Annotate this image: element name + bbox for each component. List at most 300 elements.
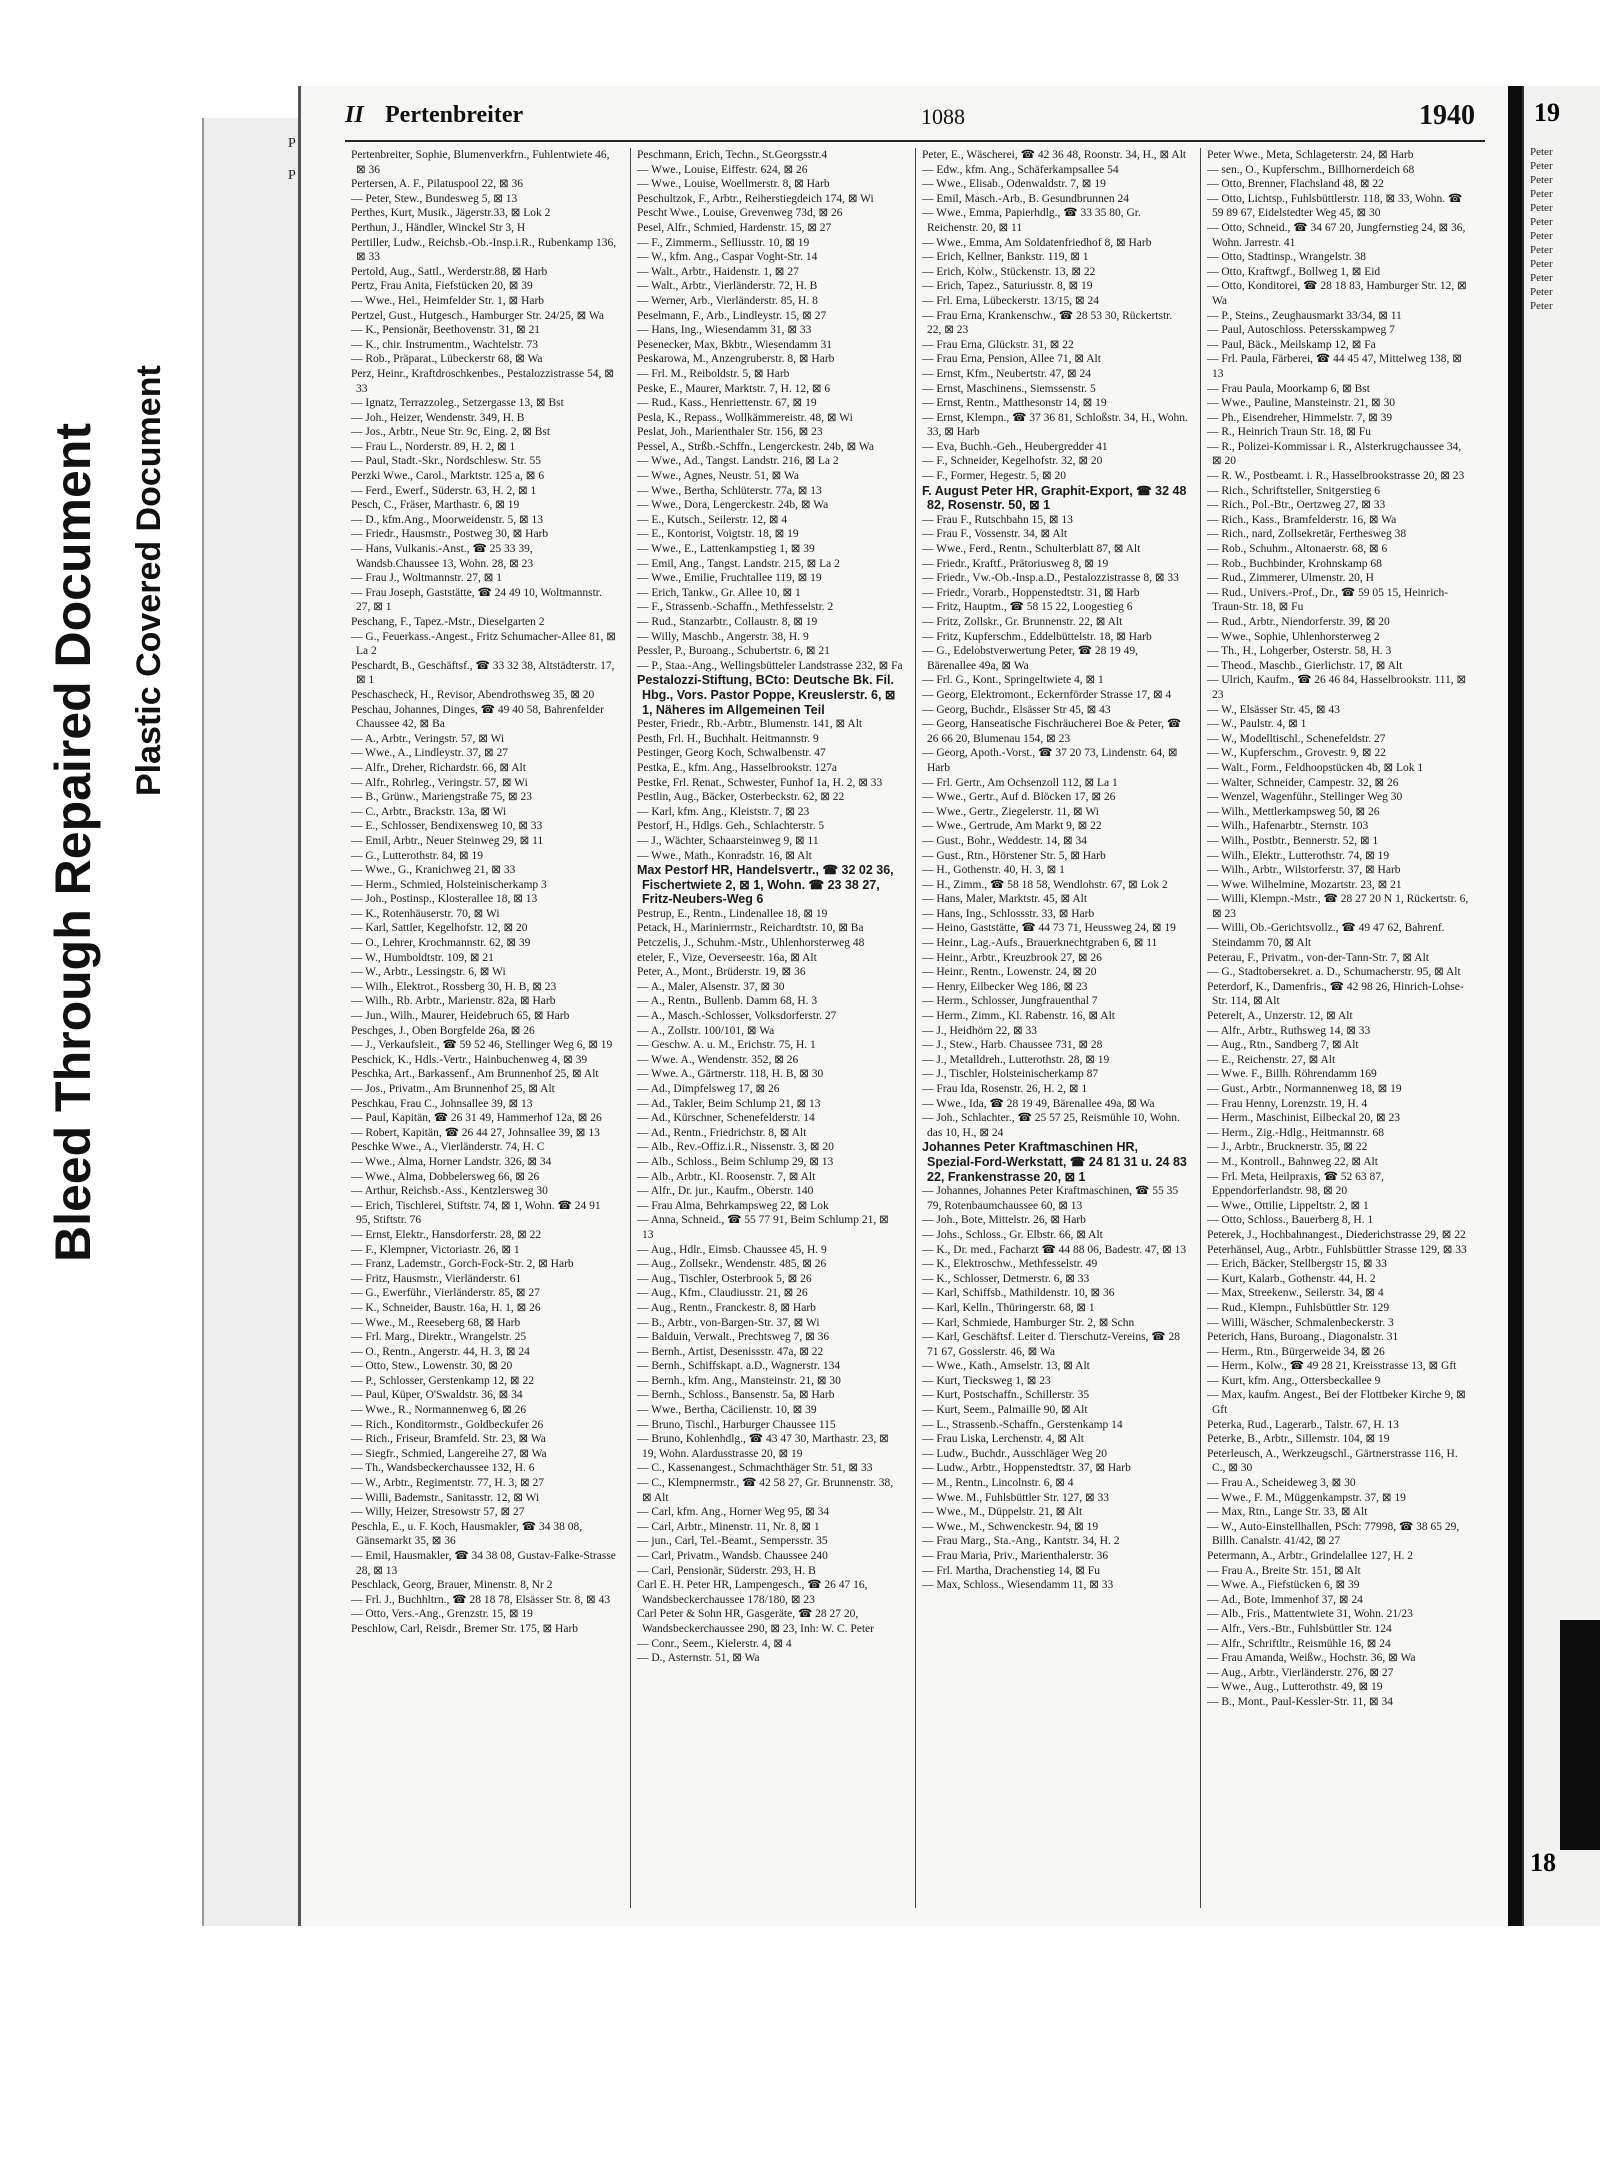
- directory-entry: — B., Arbtr., von-Bargen-Str. 37, ⊠ Wi: [637, 1316, 820, 1329]
- directory-entry: — Hans, Ing., Schlossstr. 33, ⊠ Harb: [922, 907, 1095, 920]
- directory-entry: — W., Elsässer Str. 45, ⊠ 43: [1207, 703, 1340, 716]
- directory-entry: — Paul, Stadt.-Skr., Nordschlesw. Str. 55: [351, 455, 541, 468]
- directory-entry: — F., Klempner, Victoriastr. 26, ⊠ 1: [351, 1243, 520, 1256]
- directory-entry: — G., Edelobstverwertung Peter, ☎ 28 19 49, Bärenallee 49a, ⊠ Wa: [922, 645, 1139, 672]
- directory-entry: Petermann, A., Arbtr., Grindelallee 127, H. 2: [1207, 1550, 1414, 1562]
- directory-entry: Peterke, B., Arbtr., Sillemstr. 104, ⊠ 19: [1207, 1433, 1390, 1446]
- directory-entry: Peschau, Johannes, Dinges, ☎ 49 40 58, Bahrenfelder Chaussee 42, ⊠ Ba: [351, 703, 604, 731]
- directory-entry: Peske, E., Maurer, Marktstr. 7, H. 12, ⊠ 6: [637, 382, 831, 395]
- directory-entry: — K., Rotenhäuserstr. 70, ⊠ Wi: [351, 907, 500, 920]
- directory-entry: — G., Lutterothstr. 84, ⊠ 19: [351, 849, 483, 862]
- directory-entry: — Otto, Schneid., ☎ 34 67 20, Jungfernstieg 24, ⊠ 36, Wohn. Jarrestr. 41: [1207, 221, 1466, 249]
- next-page-entry-fragment: Peter: [1530, 258, 1553, 270]
- page-header: [345, 100, 1485, 142]
- next-page-entry-fragment: Peter: [1530, 202, 1553, 214]
- directory-entry: Pestorf, H., Hdlgs. Geh., Schlachterstr. 5: [637, 820, 825, 833]
- directory-entry: — Frl. Marg., Direktr., Wrangelstr. 25: [351, 1331, 527, 1344]
- directory-entry: — F., Former, Hegestr. 5, ⊠ 20: [922, 470, 1067, 483]
- directory-entry: — Jun., Wilh., Maurer, Heidebruch 65, ⊠ Harb: [351, 1010, 570, 1023]
- directory-entry: Pesth, Frl. H., Buchhalt. Heitmannstr. 9: [637, 732, 819, 745]
- directory-entry: — sen., O., Kupferschm., Billhornerdeich 68: [1207, 163, 1415, 176]
- directory-entry: — Ernst, Maschinens., Siemssenstr. 5: [922, 382, 1096, 395]
- directory-entry: Max Pestorf HR, Handelsvertr., ☎ 32 02 36, Fischertwiete 2, ⊠ 1, Wohn. ☎ 23 38 27, Fritz-Neubers-Weg 6: [637, 863, 894, 907]
- directory-entry: — Frau Alma, Behrkampsweg 22, ⊠ Lok: [637, 1199, 829, 1212]
- directory-entry: — Frl. J., Buchhltrn., ☎ 28 18 78, Elsässer Str. 8, ⊠ 43: [351, 1593, 611, 1606]
- directory-entry: — Ernst, Rentn., Matthesonstr 14, ⊠ 19: [922, 397, 1107, 410]
- directory-entry: — Wwe., Aug., Lutterothstr. 49, ⊠ 19: [1207, 1681, 1383, 1694]
- directory-entry: Peterich, Hans, Buroang., Diagonalstr. 31: [1207, 1331, 1399, 1344]
- directory-entry: — Ad., Dimpfelsweg 17, ⊠ 26: [637, 1083, 780, 1095]
- directory-entry: — Wwe., G., Kranichweg 21, ⊠ 33: [351, 864, 516, 877]
- directory-entry: — Wwe., Sophie, Uhlenhorsterweg 2: [1207, 630, 1380, 643]
- directory-entry: — W., Arbtr., Regimentstr. 77, H. 3, ⊠ 27: [351, 1477, 545, 1490]
- next-page-entry-fragment: Peter: [1530, 174, 1553, 186]
- directory-entry: — D., kfm.Ang., Moorweidenstr. 5, ⊠ 13: [351, 513, 544, 526]
- directory-entry: — Ludw., Arbtr., Hoppenstedtstr. 37, ⊠ Harb: [922, 1462, 1131, 1475]
- directory-entry: — Wwe., Alma, Dobbelersweg 66, ⊠ 26: [351, 1170, 540, 1183]
- directory-entry: — W., Paulstr. 4, ⊠ 1: [1207, 718, 1307, 731]
- directory-entry: — M., Kontroll., Bahnweg 22, ⊠ Alt: [1207, 1155, 1378, 1168]
- directory-entry: Pertzel, Gust., Hutgesch., Hamburger Str. 24/25, ⊠ Wa: [351, 309, 604, 322]
- directory-entry: — Frl. Gertr., Am Ochsenzoll 112, ⊠ La 1: [922, 776, 1118, 789]
- directory-entry: — Frau Joseph, Gaststätte, ☎ 24 49 10, Woltmannstr. 27, ⊠ 1: [351, 586, 602, 614]
- directory-page: [298, 86, 1525, 1926]
- next-page-entry-fragment: Peter: [1530, 244, 1553, 256]
- directory-entry: — Willi, Ob.-Gerichtsvollz., ☎ 49 47 62, Bahrenf. Steindamm 70, ⊠ Alt: [1207, 922, 1445, 950]
- directory-entry: Peschges, J., Oben Borgfelde 26a, ⊠ 26: [351, 1024, 535, 1037]
- directory-entry: — Willi, Wäscher, Schmalenbeckerstr. 3: [1207, 1316, 1394, 1329]
- directory-entry: — G., Stadtobersekret. a. D., Schumacherstr. 95, ⊠ Alt: [1207, 966, 1461, 979]
- directory-entry: — Rob., Buchbinder, Krohnskamp 68: [1207, 557, 1382, 570]
- directory-entry: — Edw., kfm. Ang., Schäferkampsallee 54: [922, 163, 1119, 176]
- directory-entry: Perz, Heinr., Kraftdroschkenbes., Pestalozzistrasse 54, ⊠ 33: [351, 367, 614, 395]
- directory-entry: Peschascheck, H., Revisor, Abendrothsweg 35, ⊠ 20: [351, 688, 595, 701]
- directory-entry: — Willy, Heizer, Stresowstr 57, ⊠ 27: [351, 1506, 525, 1519]
- directory-entry: Peschultzok, F., Arbtr., Reiherstiegdeich 174, ⊠ Wi: [637, 192, 874, 205]
- directory-entry: — Max, Rtn., Lange Str. 33, ⊠ Alt: [1207, 1506, 1368, 1519]
- directory-entry: — Alb., Arbtr., Kl. Roosenstr. 7, ⊠ Alt: [637, 1170, 816, 1183]
- directory-entry: F. August Peter HR, Graphit-Export, ☎ 32 48 82, Rosenstr. 50, ⊠ 1: [922, 483, 1187, 513]
- directory-entry: — Frau L., Norderstr. 89, H. 2, ⊠ 1: [351, 440, 516, 453]
- directory-entry: Peterelt, A., Unzerstr. 12, ⊠ Alt: [1207, 1010, 1353, 1023]
- directory-entry: — Alfr., Rohrleg., Veringstr. 57, ⊠ Wi: [351, 776, 528, 789]
- directory-entry: — Friedr., Vorarb., Hoppenstedtstr. 31, ⊠ Harb: [922, 586, 1140, 599]
- directory-entry: — Ferd., Ewerf., Süderstr. 63, H. 2, ⊠ 1: [351, 484, 537, 497]
- directory-entry: — Willy, Maschb., Angerstr. 38, H. 9: [637, 630, 809, 643]
- directory-entry: — Georg, Hanseatische Fischräucherei Boe & Peter, ☎ 26 66 20, Blumenau 154, ⊠ 23: [922, 718, 1182, 745]
- directory-entry: — Wwe., Ottilie, Lippeltstr. 2, ⊠ 1: [1207, 1199, 1369, 1212]
- directory-entry: — Eva, Buchh.-Geh., Heubergredder 41: [922, 440, 1108, 453]
- directory-entry: — R., Heinrich Traun Str. 18, ⊠ Fu: [1207, 426, 1371, 439]
- directory-entry: — Aug., Rtn., Sandberg 7, ⊠ Alt: [1207, 1039, 1359, 1052]
- directory-entry: — Th., Wandsbeckerchaussee 132, H. 6: [351, 1462, 535, 1475]
- directory-entry: — Karl, Sattler, Kegelhofstr. 12, ⊠ 20: [351, 922, 528, 935]
- edge-letter: P: [288, 168, 296, 183]
- directory-entry: — Walt., Arbtr., Haidenstr. 1, ⊠ 27: [637, 265, 799, 278]
- directory-entry: — C., Kassenangest., Schmachthäger Str. 51, ⊠ 33: [637, 1462, 873, 1475]
- directory-entry: — A., Zollstr. 100/101, ⊠ Wa: [637, 1024, 775, 1037]
- directory-entry: — Frl. Erna, Lübeckerstr. 13/15, ⊠ 24: [922, 294, 1099, 307]
- column-4: [1200, 148, 1477, 1908]
- directory-entry: — Wilh., Mettlerkampsweg 50, ⊠ 26: [1207, 805, 1380, 818]
- directory-entry: — K., Schlosser, Detmerstr. 6, ⊠ 33: [922, 1272, 1090, 1285]
- next-page-entry-fragment: Peter: [1530, 300, 1553, 312]
- directory-entry: Pestrup, E., Rentn., Lindenallee 18, ⊠ 19: [637, 907, 828, 920]
- directory-entry: — Frau Marg., Sta.-Ang., Kantstr. 34, H. 2: [922, 1535, 1120, 1548]
- directory-entry: — Wwe., Louise, Woellmerstr. 8, ⊠ Harb: [637, 178, 830, 191]
- directory-entry: — Wwe., R., Normannenweg 6, ⊠ 26: [351, 1404, 527, 1417]
- next-page-entry-fragment: Peter: [1530, 230, 1553, 242]
- directory-entry: — Frl. Paula, Färberei, ☎ 44 45 47, Mittelweg 138, ⊠ 13: [1207, 353, 1462, 380]
- directory-entry: — J., Heidhörn 22, ⊠ 33: [922, 1024, 1038, 1037]
- directory-entry: — Wwe. A., Fiefstücken 6, ⊠ 39: [1207, 1579, 1360, 1592]
- directory-entry: — Willi, Bademstr., Sanitasstr. 12, ⊠ Wi: [351, 1491, 540, 1504]
- directory-entry: Peschla, E., u. F. Koch, Hausmakler, ☎ 34 38 08, Gänsemarkt 35, ⊠ 36: [351, 1520, 583, 1548]
- directory-entry: — Otto, Konditorei, ☎ 28 18 83, Hamburger Str. 12, ⊠ Wa: [1207, 280, 1467, 307]
- directory-entry: — J., Tischler, Holsteinischerkamp 87: [922, 1068, 1099, 1081]
- directory-entry: — Paul, Bäck., Meilskamp 12, ⊠ Fa: [1207, 338, 1376, 351]
- directory-entry: — Arthur, Reichsb.-Ass., Kentzlersweg 30: [351, 1185, 548, 1198]
- directory-entry: — Wwe., Math., Konradstr. 16, ⊠ Alt: [637, 849, 812, 862]
- directory-entry: Peterleusch, A., Werkzeugschl., Gärtnerstrasse 116, H. C., ⊠ 30: [1207, 1447, 1458, 1475]
- directory-entry: — A., Maler, Alsenstr. 37, ⊠ 30: [637, 980, 785, 993]
- directory-entry: — C., Klempnermstr., ☎ 42 58 27, Gr. Brunnenstr. 38, ⊠ Alt: [637, 1477, 894, 1504]
- directory-entry: Peterau, F., Privatm., von-der-Tann-Str. 7, ⊠ Alt: [1207, 951, 1429, 964]
- directory-entry: — Gust., Arbtr., Normannenweg 18, ⊠ 19: [1207, 1083, 1402, 1095]
- directory-entry: — Heino, Gaststätte, ☎ 44 73 71, Heussweg 24, ⊠ 19: [922, 922, 1176, 935]
- directory-entry: — Johs., Schloss., Gr. Elbstr. 66, ⊠ Alt: [922, 1228, 1103, 1241]
- directory-entry: — Frau Ida, Rosenstr. 26, H. 2, ⊠ 1: [922, 1083, 1088, 1095]
- directory-entry: — Rich., nard, Zollsekretär, Ferthesweg 38: [1207, 528, 1407, 541]
- directory-entry: — Ignatz, Terrazzoleg., Setzergasse 13, ⊠ Bst: [351, 397, 564, 410]
- directory-entry: — Ad., Bote, Immenhof 37, ⊠ 24: [1207, 1593, 1363, 1606]
- directory-entry: — Frau Erna, Krankenschw., ☎ 28 53 30, Rückertstr. 22, ⊠ 23: [922, 309, 1173, 337]
- directory-entry: Peschardt, B., Geschäftsf., ☎ 33 32 38, Altstädterstr. 17, ⊠ 1: [351, 659, 615, 687]
- directory-entry: — Ph., Eisendreher, Himmelstr. 7, ⊠ 39: [1207, 411, 1393, 424]
- directory-entry: — Hans, Vulkanis.-Anst., ☎ 25 33 39, Wandsb.Chaussee 13, Wohn. 28, ⊠ 23: [351, 543, 534, 570]
- directory-entry: — Emil, Ang., Tangst. Landstr. 215, ⊠ La 2: [637, 557, 840, 570]
- scan-binding-shadow: [1508, 86, 1522, 1926]
- directory-entry: — Ad., Takler, Beim Schlump 21, ⊠ 13: [637, 1097, 821, 1110]
- directory-entry: — Rud., Kass., Henriettenstr. 67, ⊠ 19: [637, 397, 817, 410]
- directory-entry: — E., Schlosser, Bendixensweg 10, ⊠ 33: [351, 820, 543, 833]
- column-2: [630, 148, 907, 1908]
- directory-entry: — P., Schlosser, Gerstenkamp 12, ⊠ 22: [351, 1374, 534, 1387]
- directory-entry: Peselmann, F., Arb., Lindleystr. 15, ⊠ 27: [637, 309, 827, 322]
- directory-entry: Pesenecker, Max, Bkbtr., Wiesendamm 31: [637, 338, 832, 351]
- directory-entry: — Erich, Tapez., Saturiusstr. 8, ⊠ 19: [922, 280, 1093, 293]
- directory-entry: — Conr., Seem., Kielerstr. 4, ⊠ 4: [637, 1637, 792, 1650]
- directory-entry: — Frl. Meta, Heilpraxis, ☎ 52 63 87, Eppendorferlandstr. 98, ⊠ 20: [1207, 1170, 1384, 1198]
- directory-entry: Peschick, K., Hdls.-Vertr., Hainbuchenweg 4, ⊠ 39: [351, 1053, 588, 1066]
- directory-entry: — F., Zimmerm., Selliusstr. 10, ⊠ 19: [637, 236, 810, 249]
- directory-entry: — Wwe., M., Reeseberg 68, ⊠ Harb: [351, 1316, 521, 1329]
- directory-entry: — Bernh., Schiffskapt. a.D., Wagnerstr. 134: [637, 1360, 841, 1373]
- directory-entry: — K., Schneider, Baustr. 16a, H. 1, ⊠ 26: [351, 1301, 541, 1314]
- next-page-entry-fragment: Peter: [1530, 160, 1553, 172]
- directory-entry: — Herm., Rtn., Bürgerweide 34, ⊠ 26: [1207, 1345, 1385, 1358]
- directory-entry: — Otto, Kraftwgf., Bollweg 1, ⊠ Eid: [1207, 265, 1381, 278]
- directory-entry: — Rich., Schriftsteller, Snitgerstieg 6: [1207, 484, 1380, 497]
- page-number: 1088: [921, 104, 965, 129]
- directory-entry: — Ludw., Buchdr., Ausschläger Weg 20: [922, 1447, 1107, 1460]
- directory-entry: — Aug., Hdlr., Eimsb. Chaussee 45, H. 9: [637, 1243, 827, 1256]
- directory-entry: — Walter, Schneider, Campestr. 32, ⊠ 26: [1207, 776, 1399, 789]
- directory-entry: — Georg, Apoth.-Vorst., ☎ 37 20 73, Lindenstr. 64, ⊠ Harb: [922, 747, 1178, 774]
- directory-entry: — Frl. G., Kont., Springeltwiete 4, ⊠ 1: [922, 674, 1104, 687]
- directory-entry: — Max, Schloss., Wiesendamm 11, ⊠ 33: [922, 1579, 1114, 1592]
- directory-entry: — G., Ewerführ., Vierländerstr. 85, ⊠ 27: [351, 1287, 540, 1300]
- directory-entry: — Alb., Fris., Mattentwiete 31, Wohn. 21/23: [1207, 1608, 1413, 1621]
- directory-entry: — Herm., Kolw., ☎ 49 28 21, Kreisstrasse 13, ⊠ Gft: [1207, 1360, 1457, 1373]
- directory-entry: Pertersen, A. F., Pilatuspool 22, ⊠ 36: [351, 178, 523, 191]
- directory-entry: — Hans, Maler, Marktstr. 45, ⊠ Alt: [922, 893, 1088, 906]
- directory-entry: — F., Strassenb.-Schaffn., Methfesselstr. 2: [637, 601, 834, 614]
- directory-entry: Peterhänsel, Aug., Arbtr., Fuhlsbüttler Strasse 129, ⊠ 33: [1207, 1243, 1467, 1256]
- directory-entry: — Wwe., Bertha, Schlüterstr. 77a, ⊠ 13: [637, 484, 822, 497]
- directory-entry: — R. W., Postbeamt. i. R., Hasselbrookstrasse 20, ⊠ 23: [1207, 470, 1465, 483]
- directory-entry: — Friedr., Hausmstr., Postweg 30, ⊠ Harb: [351, 528, 549, 541]
- directory-entry: — Theod., Maschb., Gierlichstr. 17, ⊠ Alt: [1207, 659, 1403, 672]
- directory-entry: — Franz, Lademstr., Gorch-Fock-Str. 2, ⊠ Harb: [351, 1258, 574, 1271]
- directory-entry: — Alfr., Dreher, Richardstr. 66, ⊠ Alt: [351, 761, 526, 774]
- directory-entry: — Johannes, Johannes Peter Kraftmaschinen, ☎ 55 35 79, Rotenbaumchaussee 60, ⊠ 13: [922, 1185, 1179, 1212]
- directory-entry: — Wwe., Agnes, Neustr. 51, ⊠ Wa: [637, 470, 799, 483]
- directory-entry: — Herm., Zig.-Hdlg., Heitmannstr. 68: [1207, 1126, 1384, 1139]
- directory-entry: Petczelis, J., Schuhm.-Mstr., Uhlenhorsterweg 48: [637, 937, 865, 950]
- directory-entry: — Emil, Hausmakler, ☎ 34 38 08, Gustav-Falke-Strasse 28, ⊠ 13: [351, 1550, 616, 1577]
- directory-entry: — Wwe., E., Lattenkampstieg 1, ⊠ 39: [637, 543, 815, 556]
- next-page-entry-fragment: Peter: [1530, 286, 1553, 298]
- directory-entry: — Paul, Autoschloss. Petersskampweg 7: [1207, 324, 1395, 337]
- directory-entry: — Carl, Arbtr., Minenstr. 11, Nr. 8, ⊠ 1: [637, 1520, 820, 1533]
- directory-entry: — Herm., Schmied, Holsteinischerkamp 3: [351, 878, 547, 891]
- directory-entry: Pester, Friedr., Rb.-Arbtr., Blumenstr. 141, ⊠ Alt: [637, 718, 863, 731]
- directory-entry: — Willi, Klempn.-Mstr., ☎ 28 27 20 N 1, Rückertstr. 6, ⊠ 23: [1207, 893, 1469, 920]
- directory-entry: — Friedr., Kraftf., Prätoriusweg 8, ⊠ 19: [922, 557, 1109, 570]
- directory-entry: — Kurt, Seem., Palmaille 90, ⊠ Alt: [922, 1404, 1088, 1417]
- directory-entry: — Frau Erna, Glückstr. 31, ⊠ 22: [922, 338, 1074, 351]
- directory-entry: — A., Arbtr., Veringstr. 57, ⊠ Wi: [351, 732, 505, 745]
- directory-entry: — W., Humboldtstr. 109, ⊠ 21: [351, 951, 494, 964]
- directory-entry: — Aug., Rentn., Franckestr. 8, ⊠ Harb: [637, 1301, 816, 1314]
- directory-entry: — J., Stew., Harb. Chaussee 731, ⊠ 28: [922, 1039, 1103, 1052]
- directory-entry: Peterek, J., Hochbahnangest., Diederichstrasse 29, ⊠ 22: [1207, 1228, 1466, 1241]
- directory-entry: — Balduin, Verwalt., Prechtsweg 7, ⊠ 36: [637, 1331, 830, 1344]
- directory-entry: — Wwe., Ad., Tangst. Landstr. 216, ⊠ La 2: [637, 455, 839, 468]
- directory-entry: — Wwe. F., Billh. Röhrendamm 169: [1207, 1068, 1377, 1081]
- directory-entry: — Karl, Schmiede, Hamburger Str. 2, ⊠ Schn: [922, 1316, 1135, 1329]
- directory-entry: Peter, A., Mont., Brüderstr. 19, ⊠ 36: [637, 966, 806, 979]
- column-1: [345, 148, 621, 1908]
- directory-entry: — Frau Henny, Lorenzstr. 19, H. 4: [1207, 1097, 1368, 1110]
- directory-entry: — F., Schneider, Kegelhofstr. 32, ⊠ 20: [922, 455, 1103, 468]
- directory-entry: — Wilh., Elektr., Lutterothstr. 74, ⊠ 19: [1207, 849, 1390, 862]
- directory-entry: Pertenbreiter, Sophie, Blumenverkfrn., Fuhlentwiete 46, ⊠ 36: [351, 149, 610, 176]
- directory-entry: — Wilh., Elektrot., Rossberg 30, H. B, ⊠ 23: [351, 980, 557, 993]
- directory-entry: — Wwe. A., Wendenstr. 352, ⊠ 26: [637, 1053, 799, 1066]
- directory-entry: Carl Peter & Sohn HR, Gasgeräte, ☎ 28 27 20, Wandsbeckerchaussee 290, ⊠ 23, Inh: W. C. Peter: [637, 1608, 874, 1635]
- directory-entry: — Friedr., Vw.-Ob.-Insp.a.D., Pestalozzistrasse 8, ⊠ 33: [922, 572, 1179, 585]
- column-3: [915, 148, 1192, 1908]
- directory-entry: — Heinr., Rentn., Lowenstr. 24, ⊠ 20: [922, 966, 1097, 979]
- scan-edge-black-block: [1560, 1620, 1600, 1850]
- directory-entry: — Geschw. A. u. M., Erichstr. 75, H. 1: [637, 1039, 816, 1052]
- directory-entry: — J., Metalldreh., Lutterothstr. 28, ⊠ 19: [922, 1053, 1110, 1066]
- directory-entry: — Rich., Konditormstr., Goldbeckufer 26: [351, 1418, 544, 1431]
- directory-entry: Peterka, Rud., Lagerarb., Talstr. 67, H. 13: [1207, 1418, 1399, 1431]
- section-number: II: [345, 102, 364, 128]
- directory-entry: — J., Wächter, Schaarsteinweg 9, ⊠ 11: [637, 834, 819, 847]
- directory-entry: — Wwe., F. M., Müggenkampstr. 37, ⊠ 19: [1207, 1491, 1406, 1504]
- directory-entry: — Erich, Kellner, Bankstr. 119, ⊠ 1: [922, 251, 1089, 264]
- next-page-year-fragment: 19: [1534, 98, 1560, 127]
- overlay-label-plastic-covered: Plastic Covered Document: [130, 365, 168, 796]
- directory-entry: — J., Arbtr., Brucknerstr. 35, ⊠ 22: [1207, 1141, 1368, 1154]
- directory-entry: — Carl, Privatm., Wandsb. Chaussee 240: [637, 1550, 828, 1562]
- directory-entry: — Georg, Elektromont., Eckernförder Strasse 17, ⊠ 4: [922, 688, 1172, 701]
- next-page-entry-fragment: Peter: [1530, 216, 1553, 228]
- directory-entry: — Max, kaufm. Angest., Bei der Flottbeker Kirche 9, ⊠ Gft: [1207, 1389, 1466, 1417]
- directory-entry: — Otto, Vers.-Ang., Grenzstr. 15, ⊠ 19: [351, 1608, 533, 1621]
- directory-entry: — Wwe. A., Gärtnerstr. 118, H. B, ⊠ 30: [637, 1068, 824, 1081]
- directory-entry: — Bernh., Artist, Desenissstr. 47a, ⊠ 22: [637, 1345, 824, 1358]
- directory-entry: — Kurt, Postschaffn., Schillerstr. 35: [922, 1389, 1090, 1402]
- directory-entry: — Wwe., Kath., Amselstr. 13, ⊠ Alt: [922, 1360, 1090, 1373]
- directory-entry: — Gust., Rtn., Hörstener Str. 5, ⊠ Harb: [922, 849, 1106, 862]
- directory-entry: — Carl, kfm. Ang., Horner Weg 95, ⊠ 34: [637, 1506, 830, 1519]
- directory-entry: — C., Arbtr., Brackstr. 13a, ⊠ Wi: [351, 805, 507, 818]
- directory-entry: — Wwe., Emma, Am Soldatenfriedhof 8, ⊠ Harb: [922, 236, 1152, 249]
- directory-entry: — P., Staa.-Ang., Wellingsbütteler Landstrasse 232, ⊠ Fa: [637, 659, 903, 672]
- directory-entry: — Aug., Arbtr., Vierländerstr. 276, ⊠ 27: [1207, 1666, 1394, 1679]
- directory-entry: — Ernst, Kfm., Neubertstr. 47, ⊠ 24: [922, 367, 1092, 380]
- directory-entry: — A., Rentn., Bullenb. Damm 68, H. 3: [637, 995, 818, 1008]
- directory-entry: Johannes Peter Kraftmaschinen HR, Spezial-Ford-Werkstatt, ☎ 24 81 31 u. 24 83 22, Frankenstrasse 20, ⊠ 1: [922, 1140, 1187, 1184]
- directory-entry: — Fritz, Hauptm., ☎ 58 15 22, Loogestieg 6: [922, 601, 1133, 614]
- directory-entry: — Karl, Kelln., Thüringerstr. 68, ⊠ 1: [922, 1301, 1095, 1314]
- directory-entry: — Rud., Univers.-Prof., Dr., ☎ 59 05 15, Heinrich-Traun-Str. 18, ⊠ Fu: [1207, 586, 1449, 614]
- directory-entry: — Erich, Tischlerei, Stiftstr. 74, ⊠ 1, Wohn. ☎ 24 91 95, Stiftstr. 76: [351, 1199, 601, 1227]
- directory-entry: — Wwe., M., Schwenckestr. 94, ⊠ 19: [922, 1520, 1099, 1533]
- directory-entry: — Wwe., Louise, Eiffestr. 624, ⊠ 26: [637, 163, 808, 176]
- directory-entry: — Frau Amanda, Weißw., Hochstr. 36, ⊠ Wa: [1207, 1652, 1416, 1665]
- directory-entry: — Wwe., Gertrude, Am Markt 9, ⊠ 22: [922, 820, 1102, 833]
- directory-entry: — Otto, Schloss., Bauerberg 8, H. 1: [1207, 1214, 1374, 1227]
- directory-entry: — Wilh., Arbtr., Wilstorferstr. 37, ⊠ Harb: [1207, 864, 1401, 877]
- directory-entry: — Wilh., Rb. Arbtr., Marienstr. 82a, ⊠ Harb: [351, 995, 556, 1008]
- directory-entry: — Ulrich, Kaufm., ☎ 26 46 84, Hasselbrookstr. 111, ⊠ 23: [1207, 674, 1467, 701]
- directory-entry: — Otto, Stew., Lowenstr. 30, ⊠ 20: [351, 1360, 513, 1373]
- directory-entry: — jun., Carl, Tel.-Beamt., Sempersstr. 35: [637, 1535, 828, 1548]
- directory-entry: — O., Lehrer, Krochmannstr. 62, ⊠ 39: [351, 937, 531, 950]
- directory-entry: eteler, F., Vize, Oeverseestr. 16a, ⊠ Alt: [637, 951, 817, 964]
- directory-entry: — W., Modelltischl., Schenefeldstr. 27: [1207, 732, 1386, 745]
- directory-entry: — J., Verkaufsleit., ☎ 59 52 46, Stellinger Weg 6, ⊠ 19: [351, 1039, 613, 1052]
- directory-entry: — Wwe., Alma, Horner Landstr. 326, ⊠ 34: [351, 1155, 552, 1168]
- directory-entry: — Ad., Kürschner, Schenefelderstr. 14: [637, 1112, 815, 1125]
- directory-entry: — Wwe., Ida, ☎ 28 19 49, Bärenallee 49a, ⊠ Wa: [922, 1097, 1155, 1110]
- directory-entry: — A., Masch.-Schlosser, Volksdorferstr. 27: [637, 1010, 837, 1023]
- directory-entry: — Wwe., M., Düppelstr. 21, ⊠ Alt: [922, 1506, 1083, 1519]
- directory-entry: — Wwe., Ferd., Rentn., Schulterblatt 87, ⊠ Alt: [922, 543, 1141, 556]
- directory-entry: — Fritz, Zollskr., Gr. Brunnenstr. 22, ⊠ Alt: [922, 616, 1123, 628]
- directory-entry: — Wwe., Dora, Lengerckestr. 24b, ⊠ Wa: [637, 499, 829, 512]
- directory-entry: — Frl. M., Reiboldstr. 5, ⊠ Harb: [637, 367, 790, 380]
- directory-entry: — W., Auto-Einstellhallen, PSch: 77998, ☎ 38 65 29, Billh. Canalstr. 41/42, ⊠ 27: [1207, 1520, 1460, 1548]
- directory-entry: — Kurt, kfm. Ang., Ottersbeckallee 9: [1207, 1374, 1381, 1387]
- directory-entry: Pessler, P., Buroang., Schubertstr. 6, ⊠ 21: [637, 645, 830, 658]
- directory-entry: — Frau Paula, Moorkamp 6, ⊠ Bst: [1207, 382, 1370, 395]
- directory-entry: — Frau Liska, Lerchenstr. 4, ⊠ Alt: [922, 1433, 1084, 1446]
- directory-entry: — Carl, Pensionär, Süderstr. 293, H. B: [637, 1564, 816, 1577]
- directory-entry: Pestalozzi-Stiftung, BCto: Deutsche Bk. Fil. Hbg., Vors. Pastor Poppe, Kreuslerstr. 6, ⊠ 1, Näheres im Allgemeinen Teil: [637, 673, 896, 717]
- directory-entry: — Otto, Lichtsp., Fuhlsbüttlerstr. 118, ⊠ 33, Wohn. ☎ 59 89 67, Eidelstedter Weg 45, ⊠ 30: [1207, 192, 1463, 220]
- directory-entry: — Peter, Stew., Bundesweg 5, ⊠ 13: [351, 192, 518, 205]
- directory-entry: — Ernst, Klempn., ☎ 37 36 81, Schloßstr. 34, H., Wohn. 33, ⊠ Harb: [922, 411, 1188, 439]
- directory-entry: Peschmann, Erich, Techn., St.Georgsstr.4: [637, 149, 828, 161]
- directory-entry: — Walt., Arbtr., Vierländerstr. 72, H. B: [637, 280, 818, 293]
- directory-entry: — Otto, Brenner, Flachsland 48, ⊠ 22: [1207, 178, 1384, 191]
- directory-entry: — Wilh., Postbtr., Bennerstr. 52, ⊠ 1: [1207, 834, 1379, 847]
- directory-entry: — Alb., Rev.-Offiz.i.R., Nissenstr. 3, ⊠ 20: [637, 1141, 834, 1154]
- directory-entry: — Frau J., Woltmannstr. 27, ⊠ 1: [351, 572, 502, 585]
- directory-entry: — Herm., Zimm., Kl. Rabenstr. 16, ⊠ Alt: [922, 1010, 1115, 1023]
- directory-entry: — Jos., Privatm., Am Brunnenhof 25, ⊠ Alt: [351, 1083, 555, 1095]
- directory-entry: — E., Kontorist, Voigtstr. 18, ⊠ 19: [637, 528, 799, 541]
- directory-entry: Perthun, J., Händler, Winckel Str 3, H: [351, 221, 526, 234]
- directory-entry: — D., Asternstr. 51, ⊠ Wa: [637, 1652, 760, 1665]
- directory-entry: Peschlack, Georg, Brauer, Minenstr. 8, Nr 2: [351, 1579, 553, 1592]
- directory-entry: — Rud., Stanzarbtr., Collaustr. 8, ⊠ 19: [637, 616, 818, 628]
- directory-entry: — Fritz, Kupferschm., Eddelbüttelstr. 18, ⊠ Harb: [922, 630, 1152, 643]
- directory-entry: — Rud., Zimmerer, Ulmenstr. 20, H: [1207, 572, 1374, 585]
- directory-entry: — Karl, Geschäftsf. Leiter d. Tierschutz-Vereins, ☎ 28 71 67, Gosslerstr. 46, ⊠ Wa: [922, 1331, 1180, 1358]
- directory-entry: — Rich., Friseur, Bramfeld. Str. 23, ⊠ Wa: [351, 1433, 546, 1446]
- directory-entry: Pestinger, Georg Koch, Schwalbenstr. 47: [637, 747, 826, 760]
- directory-entry: — H., Zimm., ☎ 58 18 58, Wendlohstr. 67, ⊠ Lok 2: [922, 878, 1168, 891]
- directory-entry: — E., Reichenstr. 27, ⊠ Alt: [1207, 1053, 1336, 1066]
- directory-entry: — Walt., Form., Feldhoopstücken 4b, ⊠ Lok 1: [1207, 761, 1424, 774]
- directory-entry: — Frau A., Scheideweg 3, ⊠ 30: [1207, 1477, 1356, 1490]
- directory-entry: — Fritz, Hausmstr., Vierländerstr. 61: [351, 1272, 522, 1285]
- directory-entry: Carl E. H. Peter HR, Lampengesch., ☎ 26 47 16, Wandsbeckerchaussee 178/180, ⊠ 23: [637, 1579, 868, 1606]
- directory-entry: — O., Rentn., Angerstr. 44, H. 3, ⊠ 24: [351, 1345, 530, 1358]
- directory-entry: Pertold, Aug., Sattl., Werderstr.88, ⊠ Harb: [351, 265, 548, 278]
- directory-entry: — E., Kutsch., Seilerstr. 12, ⊠ 4: [637, 513, 788, 526]
- directory-entry: — Erich, Kolw., Stückenstr. 13, ⊠ 22: [922, 265, 1096, 278]
- directory-entry: — K., Dr. med., Facharzt ☎ 44 88 06, Badestr. 47, ⊠ 13: [922, 1243, 1187, 1256]
- directory-entry: Peschka, Art., Barkassenf., Am Brunnenhof 25, ⊠ Alt: [351, 1068, 599, 1081]
- directory-entry: Peter, E., Wäscherei, ☎ 42 36 48, Roonstr. 34, H., ⊠ Alt: [922, 149, 1187, 161]
- directory-entry: — P., Steins., Zeughausmarkt 33/34, ⊠ 11: [1207, 309, 1402, 322]
- directory-entry: — Joh., Postinsp., Klosterallee 18, ⊠ 13: [351, 893, 538, 906]
- previous-page-edge: [202, 118, 312, 1926]
- directory-entry: — Wwe., Emilie, Fruchtallee 119, ⊠ 19: [637, 572, 822, 585]
- directory-entry: — Aug., Kfm., Claudiusstr. 21, ⊠ 26: [637, 1287, 808, 1300]
- directory-entry: — Rob., Präparat., Lübeckerstr 68, ⊠ Wa: [351, 353, 543, 366]
- directory-entry: — H., Gothenstr. 40, H. 3, ⊠ 1: [922, 864, 1065, 877]
- directory-entry: Pesch, C., Fräser, Marthastr. 6, ⊠ 19: [351, 499, 520, 512]
- directory-entry: — Herm., Maschinist, Eilbeckal 20, ⊠ 23: [1207, 1112, 1400, 1125]
- directory-entry: — Wenzel, Wagenführ., Stellinger Weg 30: [1207, 791, 1403, 804]
- directory-entry: — Max, Streekenw., Seilerstr. 34, ⊠ 4: [1207, 1287, 1384, 1300]
- next-page-entry-fragment: Peter: [1530, 188, 1553, 200]
- directory-entry: Pestlin, Aug., Bäcker, Osterbeckstr. 62, ⊠ 22: [637, 791, 845, 804]
- directory-entry: — Ernst, Elektr., Hansdorferstr. 28, ⊠ 22: [351, 1228, 542, 1241]
- directory-entry: Pesel, Alfr., Schmied, Hardenstr. 15, ⊠ 27: [637, 221, 832, 234]
- entry-columns: [345, 148, 1485, 1908]
